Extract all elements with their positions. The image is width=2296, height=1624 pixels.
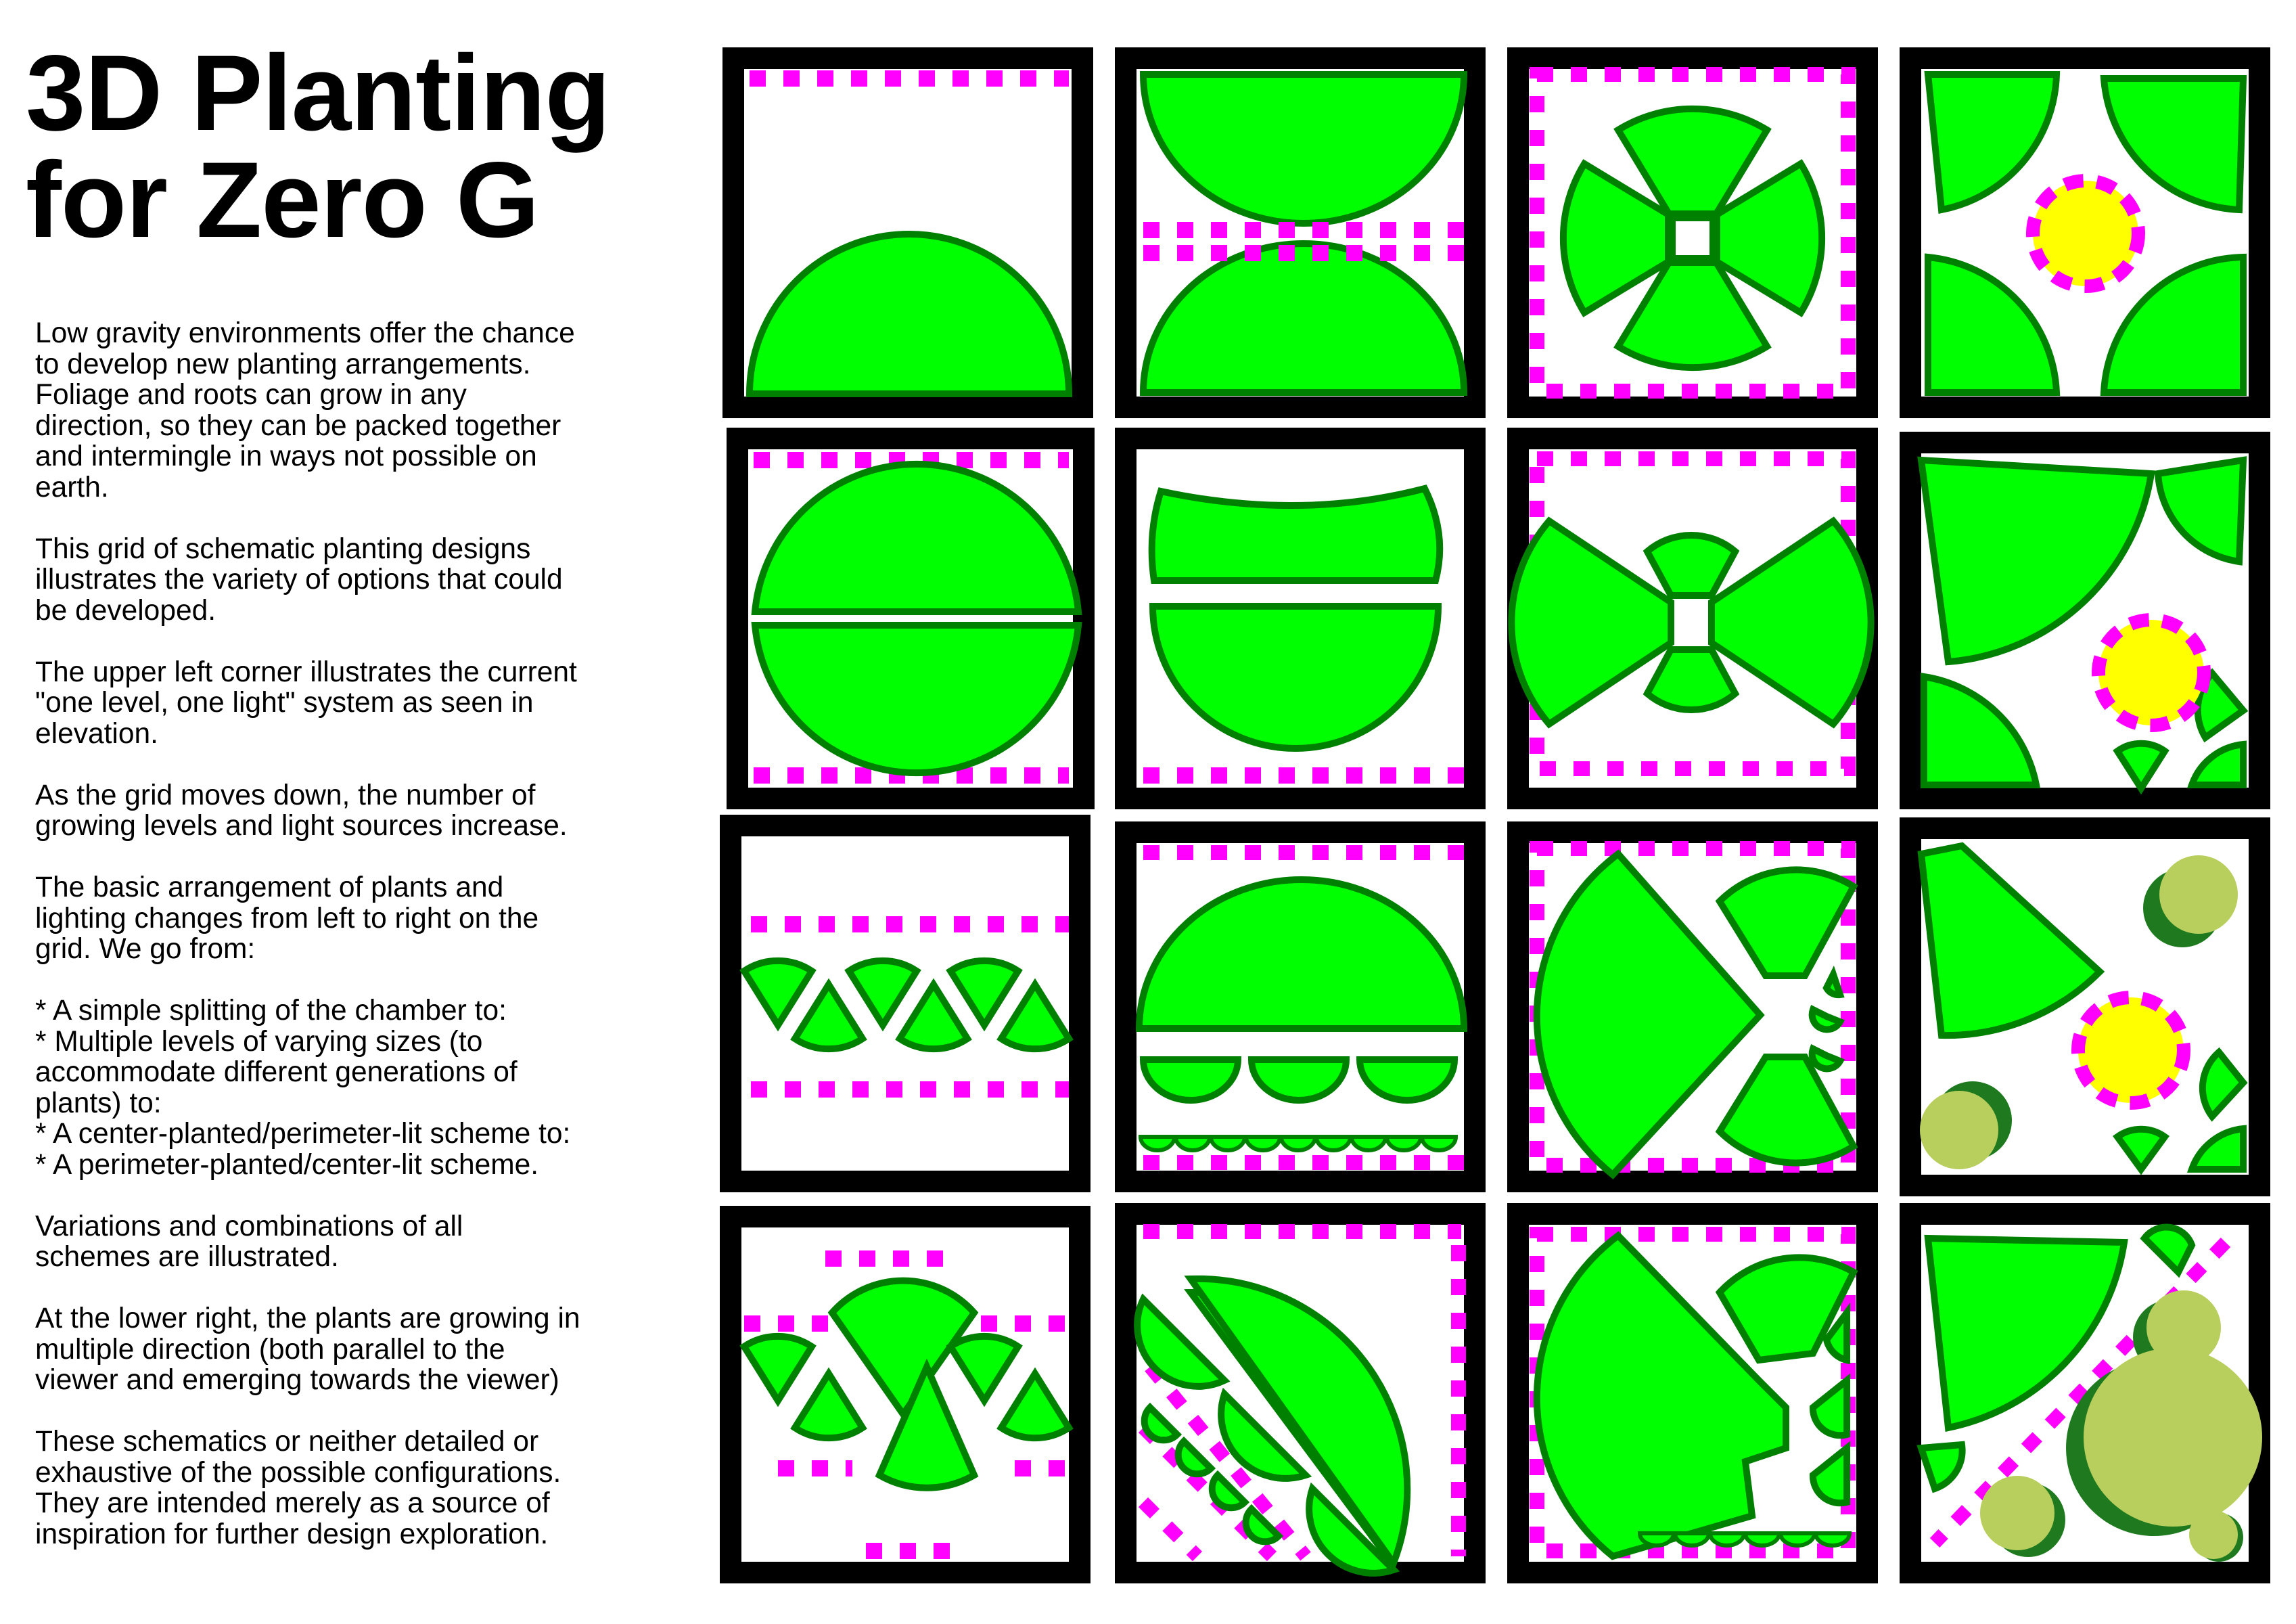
plant-bowl-tiny bbox=[1422, 1137, 1456, 1150]
paragraph-intro: Low gravity environments offer the chance to develop new planting arrangements. Foliage and roots can grow in any direction, so they can be packed together and intermingle in ways not possible on earth. bbox=[35, 317, 575, 503]
paragraph-disclaimer: These schematics or neither detailed or exhaustive of the possible configurations. They are intended merely as a source of inspiration for further design exploration. bbox=[35, 1426, 561, 1550]
panel-r3c3 bbox=[1518, 832, 1867, 1181]
panel-r1c4 bbox=[1910, 58, 2259, 407]
scheme-list: * A simple splitting of the chamber to: * Multiple levels of varying sizes (to accommodate different generations of plants) to: * A center-planted/perimeter-lit scheme to: * A perimeter-planted/center-lit scheme. bbox=[35, 995, 571, 1181]
panel-r3c2 bbox=[1126, 832, 1475, 1181]
panel-r1c1 bbox=[733, 58, 1082, 407]
plant-bowl-tiny bbox=[1352, 1137, 1385, 1150]
title-line-2: for Zero G bbox=[26, 139, 539, 260]
panel-r3c4 bbox=[1910, 828, 2259, 1186]
plant-bowl-tiny bbox=[1781, 1533, 1814, 1546]
panel-r3c1 bbox=[731, 826, 1080, 1181]
secondary-plant bbox=[1920, 1091, 1998, 1169]
plant-bowl-tiny bbox=[1176, 1137, 1210, 1150]
title-line-1: 3D Planting bbox=[26, 32, 610, 153]
panel-r2c1 bbox=[737, 438, 1084, 798]
panel-r4c1 bbox=[731, 1217, 1080, 1573]
plant-bowl-tiny bbox=[1640, 1533, 1674, 1546]
plant-bowl-tiny bbox=[1246, 1137, 1280, 1150]
paragraph-grid-down: As the grid moves down, the number of growing levels and light sources increase. bbox=[35, 779, 568, 842]
plant-bowl-tiny bbox=[1816, 1533, 1850, 1546]
secondary-plant bbox=[2159, 855, 2238, 934]
plant-bowl-tiny bbox=[1141, 1137, 1174, 1150]
secondary-plant bbox=[2084, 1348, 2262, 1527]
plant-bowl-tiny bbox=[1281, 1137, 1315, 1150]
paragraph-arrangement: The basic arrangement of plants and lighting changes from left to right on the grid. We go from: bbox=[35, 872, 539, 965]
panel-r2c4 bbox=[1910, 443, 2259, 798]
plant-band-top bbox=[1152, 489, 1440, 581]
paragraph-variations: Variations and combinations of all schemes are illustrated. bbox=[35, 1210, 463, 1273]
center-void bbox=[1672, 218, 1713, 258]
secondary-plant bbox=[1980, 1476, 2054, 1550]
plant-bowl-tiny bbox=[1211, 1137, 1245, 1150]
paragraph-upper-left: The upper left corner illustrates the current "one level, one light" system as seen in elevation. bbox=[35, 656, 577, 750]
light-source bbox=[2078, 997, 2184, 1103]
panel-r2c3 bbox=[1511, 438, 1870, 798]
panel-r1c3 bbox=[1518, 58, 1867, 407]
panel-r4c3 bbox=[1518, 1214, 1867, 1573]
light-source bbox=[2098, 620, 2204, 725]
plant-bowl-tiny bbox=[1316, 1137, 1350, 1150]
panel-r2c2 bbox=[1126, 438, 1475, 798]
plant-bowl-tiny bbox=[1745, 1533, 1779, 1546]
plant-bowl-tiny bbox=[1675, 1533, 1709, 1546]
secondary-plant bbox=[2189, 1510, 2238, 1559]
plant-bowl-tiny bbox=[1387, 1137, 1421, 1150]
panel-r4c2 bbox=[1126, 1214, 1475, 1573]
light-source bbox=[2033, 181, 2138, 286]
panel-r4c4 bbox=[1910, 1214, 2262, 1573]
panel-r1c2 bbox=[1126, 58, 1475, 407]
paragraph-grid: This grid of schematic planting designs illustrates the variety of options that could be developed. bbox=[35, 533, 563, 627]
plant-bowl-tiny bbox=[1710, 1533, 1744, 1546]
paragraph-lower-right: At the lower right, the plants are growing in multiple direction (both parallel to the viewer and emerging towards the viewer) bbox=[35, 1303, 580, 1396]
